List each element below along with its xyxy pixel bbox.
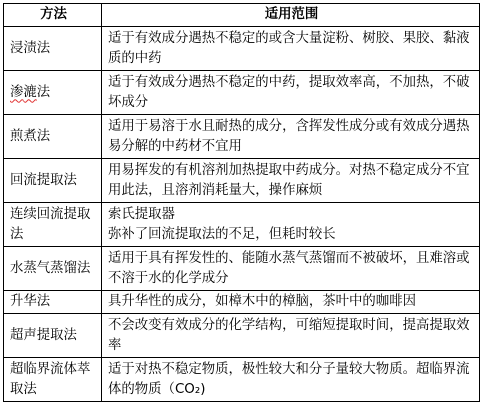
method-cell: 超临界流体萃取法 [4,358,102,402]
method-cell: 升华法 [4,291,102,314]
table-row [4,115,480,159]
table-row [4,27,480,71]
table-row [4,314,480,358]
scope-cell: 适于有效成分遇热不稳定的或含大量淀粉、树胶、果胶、黏液质的中药 [102,27,480,71]
scope-line: 索氏提取器 [108,206,175,222]
table-row [4,291,480,314]
scope-cell [102,203,480,247]
method-cell: 连续回流提取法 [4,203,102,247]
scope-line: 弥补了回流提取法的不足，但耗时较长 [108,226,336,242]
method-text-marked: 漉 [23,84,37,100]
header-row [4,4,480,27]
method-cell: 浸渍法 [4,27,102,71]
scope-cell: 具升华性的成分，如樟木中的樟脑，茶叶中的咖啡因 [102,291,480,314]
scope-cell: 用易挥发的有机溶剂加热提取中药成分。对热不稳定成分不宜用此法，且溶剂消耗量大，操作麻烦 [102,159,480,203]
method-text-tail: 法 [36,84,51,100]
method-text-main: 渗 [10,84,24,100]
table-row [4,358,480,402]
header-scope: 适用范围 [102,4,480,27]
table-row [4,203,480,247]
scope-cell: 适于有效成分遇热不稳定的中药，提取效率高，不加热，不破坏成分 [102,71,480,115]
header-method: 方法 [4,4,102,27]
method-cell: 水蒸气蒸馏法 [4,247,102,291]
scope-cell: 适用于易溶于水且耐热的成分，含挥发性成分或有效成分遇热易分解的中药材不宜用 [102,115,480,159]
method-cell: 超声提取法 [4,314,102,358]
method-cell [4,71,102,115]
table-row [4,247,480,291]
scope-cell: 适用于具有挥发性的、能随水蒸气蒸馏而不被破坏，且难溶或不溶于水的化学成分 [102,247,480,291]
method-cell: 煎煮法 [4,115,102,159]
table-row [4,71,480,115]
spellcheck-marked-text [10,85,37,100]
scope-cell: 不会改变有效成分的化学结构，可缩短提取时间，提高提取效率 [102,314,480,358]
scope-cell: 适于对热不稳定物质，极性较大和分子量较大物质。超临界流体的物质（CO₂) [102,358,480,402]
extraction-methods-table [3,3,480,402]
table-row [4,159,480,203]
method-cell: 回流提取法 [4,159,102,203]
